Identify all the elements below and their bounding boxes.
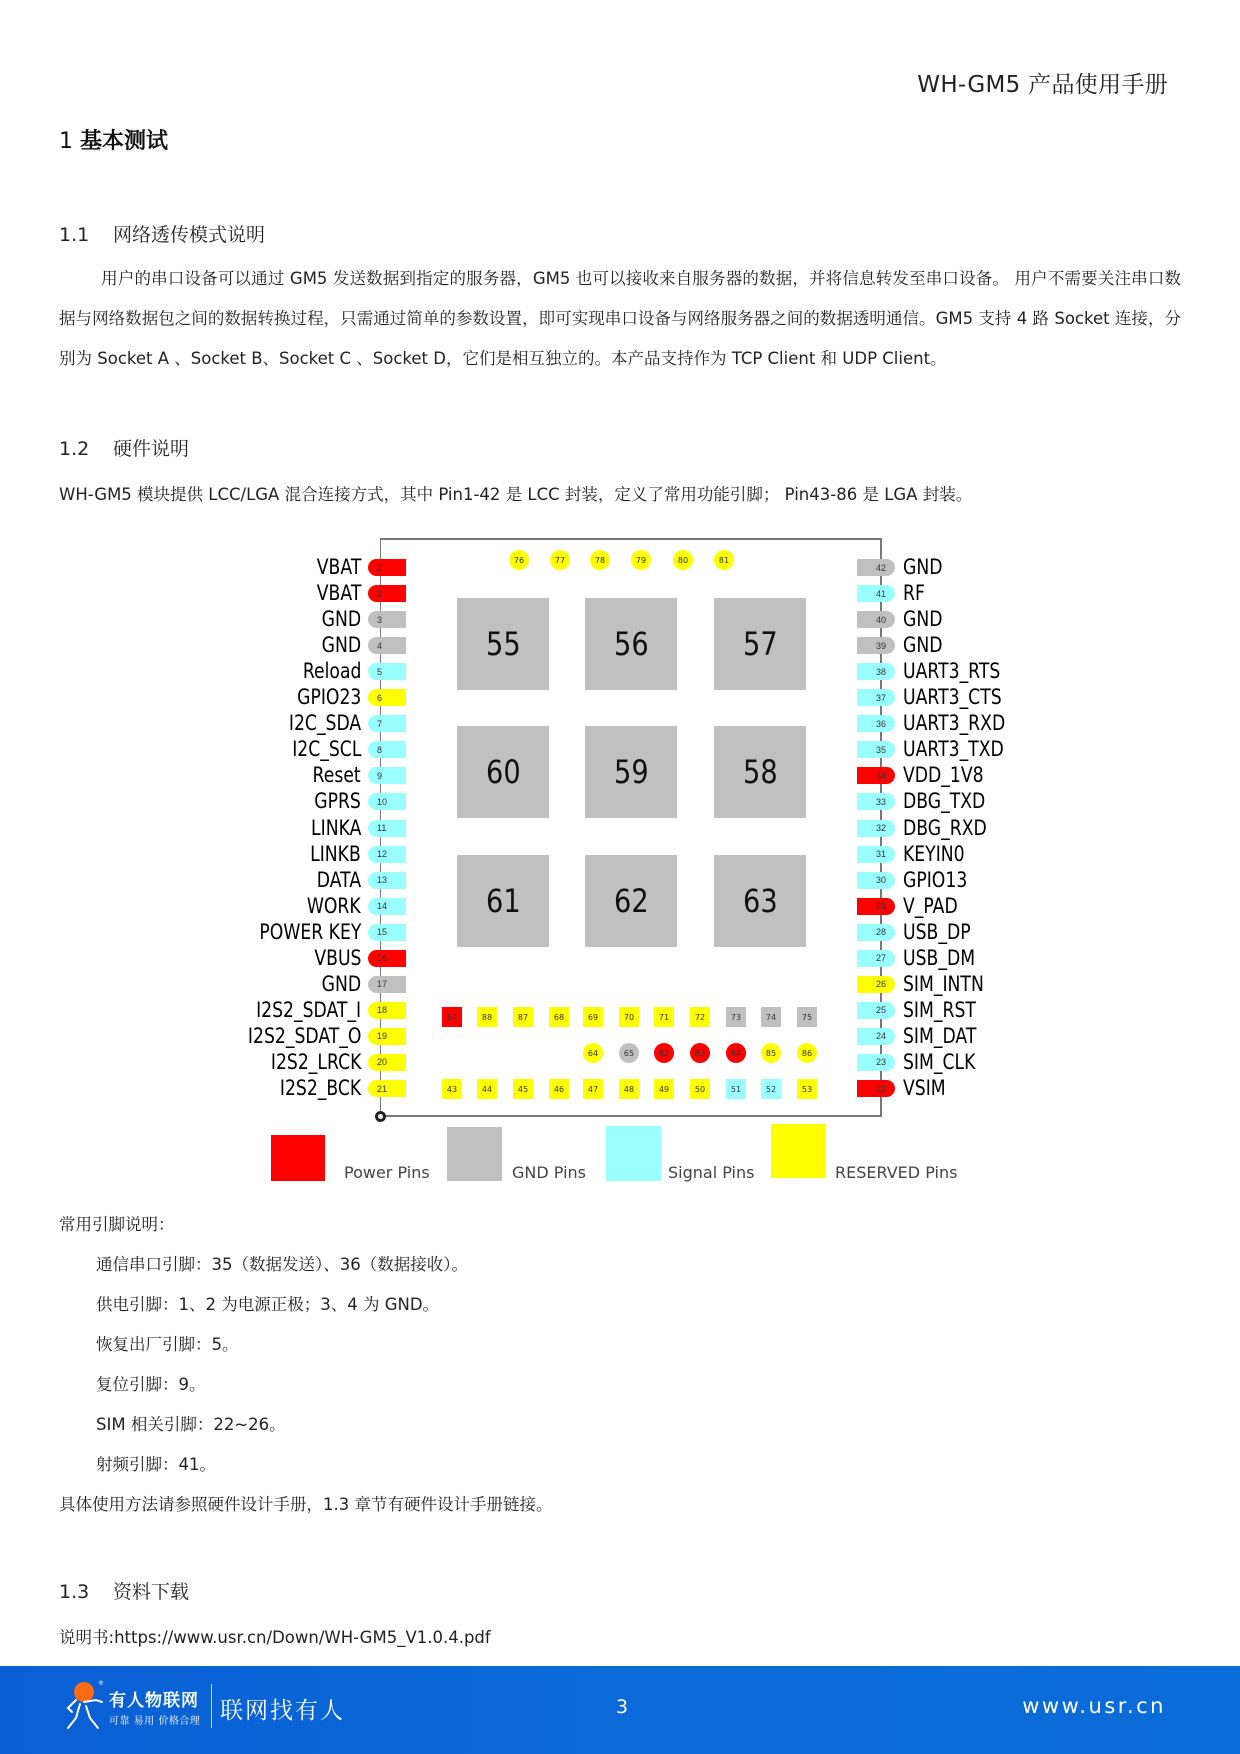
legend-swatch-power	[271, 1135, 325, 1181]
pin-label-26: SIM_INTN	[903, 971, 984, 996]
legend-swatch-signal	[606, 1126, 661, 1181]
pad-circle-77: 77	[550, 550, 570, 570]
pin-label-34: VDD_1V8	[903, 763, 984, 788]
pin-pad-37: 37	[857, 689, 895, 706]
pin-pad-34: 34	[857, 767, 895, 784]
pin-pad-14: 14	[368, 898, 406, 915]
pin-label-31: KEYIN0	[903, 841, 965, 866]
page-number: 3	[616, 1696, 629, 1718]
pad-square-45: 45	[513, 1079, 533, 1099]
pad-square-53: 53	[797, 1079, 817, 1099]
brand-logo	[62, 1678, 382, 1738]
pin-pad-17: 17	[368, 976, 406, 993]
thermal-pad-63	[714, 855, 806, 947]
pin-label-20: I2S2_LRCK	[270, 1049, 361, 1074]
pad-square-47: 47	[583, 1079, 603, 1099]
pad-circle-86: 86	[797, 1043, 817, 1063]
pin-label-17: GND	[321, 971, 361, 996]
pin-pad-4: 4	[368, 637, 406, 654]
pad-circle-84: 84	[726, 1043, 746, 1063]
pin-pad-39: 39	[857, 637, 895, 654]
pin-pad-33: 33	[857, 793, 895, 810]
pin-pad-31: 31	[857, 846, 895, 863]
pin-pad-15: 15	[368, 924, 406, 941]
pin-pad-38: 38	[857, 663, 895, 680]
section-number: 1.2	[59, 438, 90, 460]
thermal-pad-60	[457, 726, 549, 818]
paragraph-text: 用户的串口设备可以通过 GM5 发送数据到指定的服务器，GM5 也可以接收来自服务器的数据，并将信息转发至串口设备。 用户不需要关注串口数据与网络数据包之间的数据转换过程，只需通过简单的参数设置，即可实现串口设备与网络服务器之间的数据透明通信。GM5 支持 4 路 Socket 连接，分别为 Socket A 、Socket B、Socket C 、Socket D，它们是相互独立的。本产品支持作为 TCP Client 和 UDP Client。	[59, 269, 1181, 368]
pin-pad-29: 29	[857, 898, 895, 915]
pin-pad-20: 20	[368, 1054, 406, 1071]
pin-pad-22: 22	[857, 1080, 895, 1097]
pad-circle-85: 85	[761, 1043, 781, 1063]
pin-pad-3: 3	[368, 611, 406, 628]
common-pin-item: SIM 相关引脚：22~26。	[96, 1415, 286, 1434]
origin-marker-icon	[375, 1111, 386, 1122]
pin-label-33: DBG_TXD	[903, 789, 986, 814]
pin-pad-12: 12	[368, 846, 406, 863]
pin-label-23: SIM_CLK	[903, 1049, 976, 1074]
section-1-3-heading	[59, 1577, 189, 1604]
section-1-1-heading	[59, 220, 265, 247]
thermal-pad-58	[714, 726, 806, 818]
thermal-pad-number: 61	[485, 882, 521, 920]
running-person-logo-icon	[62, 1678, 110, 1736]
pad-circle-80: 80	[673, 550, 693, 570]
thermal-pad-number: 58	[742, 753, 778, 791]
pin-label-4: GND	[321, 633, 361, 658]
section-title: 网络透传模式说明	[113, 224, 266, 246]
pad-square-75: 75	[797, 1007, 817, 1027]
pad-square-69: 69	[583, 1007, 603, 1027]
pin-label-32: DBG_RXD	[903, 815, 987, 840]
page-footer	[0, 1666, 1240, 1754]
pad-square-50: 50	[690, 1079, 710, 1099]
pin-label-1: VBAT	[316, 555, 361, 579]
pad-circle-76: 76	[509, 550, 529, 570]
pad-square-87: 87	[513, 1007, 533, 1027]
thermal-pad-number: 60	[485, 753, 521, 791]
thermal-pad-56	[585, 598, 677, 690]
thermal-pad-57	[714, 598, 806, 690]
pin-pad-6: 6	[368, 689, 406, 706]
section-number: 1.1	[59, 224, 90, 246]
pin-pad-23: 23	[857, 1054, 895, 1071]
pad-square-68: 68	[549, 1007, 569, 1027]
pin-pad-32: 32	[857, 820, 895, 837]
brand-divider	[211, 1684, 212, 1728]
common-pin-item: 供电引脚：1、2 为电源正极；3、4 为 GND。	[96, 1295, 440, 1314]
pin-label-19: I2S2_SDAT_O	[247, 1023, 361, 1048]
pin-pad-41: 41	[857, 585, 895, 602]
pin-label-41: RF	[903, 581, 925, 606]
pad-square-51: 51	[726, 1079, 746, 1099]
section-1-2-heading	[59, 434, 189, 461]
thermal-pad-59	[585, 726, 677, 818]
brand-name: 有人物联网	[109, 1691, 199, 1711]
pin-label-38: UART3_RTS	[903, 659, 1001, 684]
hardware-manual-note: 具体使用方法请参照硬件设计手册，1.3 章节有硬件设计手册链接。	[59, 1495, 553, 1514]
pad-square-49: 49	[654, 1079, 674, 1099]
pin-pad-11: 11	[368, 820, 406, 837]
section-title: 硬件说明	[113, 438, 190, 460]
pin-label-36: UART3_RXD	[903, 711, 1006, 736]
pin-pad-27: 27	[857, 950, 895, 967]
pin-label-39: GND	[903, 633, 943, 658]
pin-pad-5: 5	[368, 663, 406, 680]
pad-circle-83: 83	[690, 1043, 710, 1063]
legend-swatch-gnd	[447, 1127, 502, 1181]
pin-pad-36: 36	[857, 715, 895, 732]
hardware-description: WH-GM5 模块提供 LCC/LGA 混合连接方式，其中 Pin1-42 是 LCC 封装，定义了常用功能引脚； Pin43-86 是 LGA 封装。	[59, 485, 973, 504]
pin-label-14: WORK	[307, 893, 361, 918]
pin-pad-10: 10	[368, 793, 406, 810]
thermal-pad-55	[457, 598, 549, 690]
pad-square-72: 72	[690, 1007, 710, 1027]
svg-text:®: ®	[98, 1680, 104, 1687]
pin-label-37: UART3_CTS	[903, 685, 1002, 710]
brand-tagline: 联网找有人	[220, 1698, 345, 1724]
pin-pad-9: 9	[368, 767, 406, 784]
manual-label: 说明书:	[59, 1628, 115, 1647]
pad-circle-79: 79	[631, 550, 651, 570]
pad-square-48: 48	[619, 1079, 639, 1099]
common-pin-item: 恢复出厂引脚：5。	[96, 1335, 239, 1354]
website-link[interactable]: www.usr.cn	[1022, 1694, 1166, 1718]
pin-label-30: GPIO13	[903, 867, 968, 892]
pad-square-43: 43	[442, 1079, 462, 1099]
pin-pad-25: 25	[857, 1002, 895, 1019]
thermal-pad-number: 55	[485, 625, 521, 663]
legend-label-power: Power Pins	[344, 1163, 430, 1182]
pin-label-7: I2C_SDA	[288, 711, 361, 736]
pin-pad-13: 13	[368, 872, 406, 889]
section-1-heading	[59, 124, 168, 155]
pin-pad-35: 35	[857, 741, 895, 758]
pin-pad-28: 28	[857, 924, 895, 941]
pad-square-74: 74	[761, 1007, 781, 1027]
common-pin-item: 通信串口引脚：35（数据发送）、36（数据接收）。	[96, 1255, 468, 1274]
pin-pad-21: 21	[368, 1080, 406, 1097]
pin-pad-1: 1	[368, 559, 406, 576]
pin-label-15: POWER KEY	[259, 919, 361, 944]
pin-pad-30: 30	[857, 872, 895, 889]
pin-label-12: LINKB	[310, 841, 361, 866]
thermal-pad-number: 56	[613, 625, 649, 663]
pin-pad-40: 40	[857, 611, 895, 628]
pin-label-2: VBAT	[316, 581, 361, 606]
legend-label-reserved: RESERVED Pins	[835, 1163, 958, 1182]
pad-circle-82: 82	[654, 1043, 674, 1063]
pin-label-18: I2S2_SDAT_I	[255, 997, 361, 1022]
pin-label-11: LINKA	[310, 815, 361, 840]
pin-pad-18: 18	[368, 1002, 406, 1019]
thermal-pad-61	[457, 855, 549, 947]
pin-pad-42: 42	[857, 559, 895, 576]
legend-label-signal: Signal Pins	[668, 1163, 755, 1182]
pin-pad-26: 26	[857, 976, 895, 993]
common-pin-item: 复位引脚：9。	[96, 1375, 206, 1394]
section-number: 1	[59, 129, 73, 154]
pin-label-29: V_PAD	[903, 893, 958, 918]
pin-pad-7: 7	[368, 715, 406, 732]
pin-label-8: I2C_SCL	[291, 737, 361, 762]
pin-pad-2: 2	[368, 585, 406, 602]
section-title: 基本测试	[80, 129, 169, 154]
pad-circle-81: 81	[714, 550, 734, 570]
network-passthrough-paragraph	[59, 259, 1181, 379]
document-header-title: WH-GM5 产品使用手册	[917, 72, 1168, 98]
thermal-pad-number: 59	[613, 753, 649, 791]
pin-label-42: GND	[903, 555, 943, 579]
common-pin-item: 射频引脚：41。	[96, 1455, 216, 1474]
pin-label-25: SIM_RST	[903, 997, 976, 1022]
manual-download-line	[59, 1624, 491, 1648]
pad-square-54: 54	[442, 1007, 462, 1027]
pin-label-13: DATA	[316, 867, 361, 892]
pad-square-88: 88	[477, 1007, 497, 1027]
pin-label-40: GND	[903, 607, 943, 632]
pad-square-46: 46	[549, 1079, 569, 1099]
pad-circle-65: 65	[619, 1043, 639, 1063]
section-number: 1.3	[59, 1581, 90, 1603]
section-title: 资料下载	[113, 1581, 190, 1603]
pin-label-21: I2S2_BCK	[279, 1076, 361, 1100]
legend-swatch-reserved	[771, 1124, 826, 1178]
thermal-pad-62	[585, 855, 677, 947]
manual-download-link[interactable]: https://www.usr.cn/Down/WH-GM5_V1.0.4.pdf	[114, 1628, 491, 1647]
thermal-pad-number: 62	[613, 882, 649, 920]
pin-label-24: SIM_DAT	[903, 1023, 977, 1048]
pad-square-71: 71	[654, 1007, 674, 1027]
pin-label-16: VBUS	[313, 945, 361, 970]
legend-label-gnd: GND Pins	[512, 1163, 586, 1182]
thermal-pad-number: 63	[742, 882, 778, 920]
pin-pad-16: 16	[368, 950, 406, 967]
brand-slogan: 可靠 易用 价格合理	[109, 1716, 201, 1727]
pin-label-22: VSIM	[903, 1076, 946, 1100]
pin-label-35: UART3_TXD	[903, 737, 1004, 762]
pin-pad-19: 19	[368, 1028, 406, 1045]
pad-square-73: 73	[726, 1007, 746, 1027]
pin-label-5: Reload	[302, 659, 361, 684]
pin-label-28: USB_DP	[903, 919, 971, 944]
pin-pad-8: 8	[368, 741, 406, 758]
pin-label-10: GPRS	[314, 789, 361, 814]
pad-circle-78: 78	[590, 550, 610, 570]
pin-label-6: GPIO23	[296, 685, 361, 710]
pad-square-44: 44	[477, 1079, 497, 1099]
thermal-pad-number: 57	[742, 625, 778, 663]
pad-square-52: 52	[761, 1079, 781, 1099]
pad-square-70: 70	[619, 1007, 639, 1027]
pad-circle-64: 64	[583, 1043, 603, 1063]
pin-label-3: GND	[321, 607, 361, 632]
common-pins-title: 常用引脚说明：	[59, 1215, 175, 1234]
pin-label-9: Reset	[312, 763, 361, 788]
pin-pad-24: 24	[857, 1028, 895, 1045]
pin-label-27: USB_DM	[903, 945, 976, 970]
